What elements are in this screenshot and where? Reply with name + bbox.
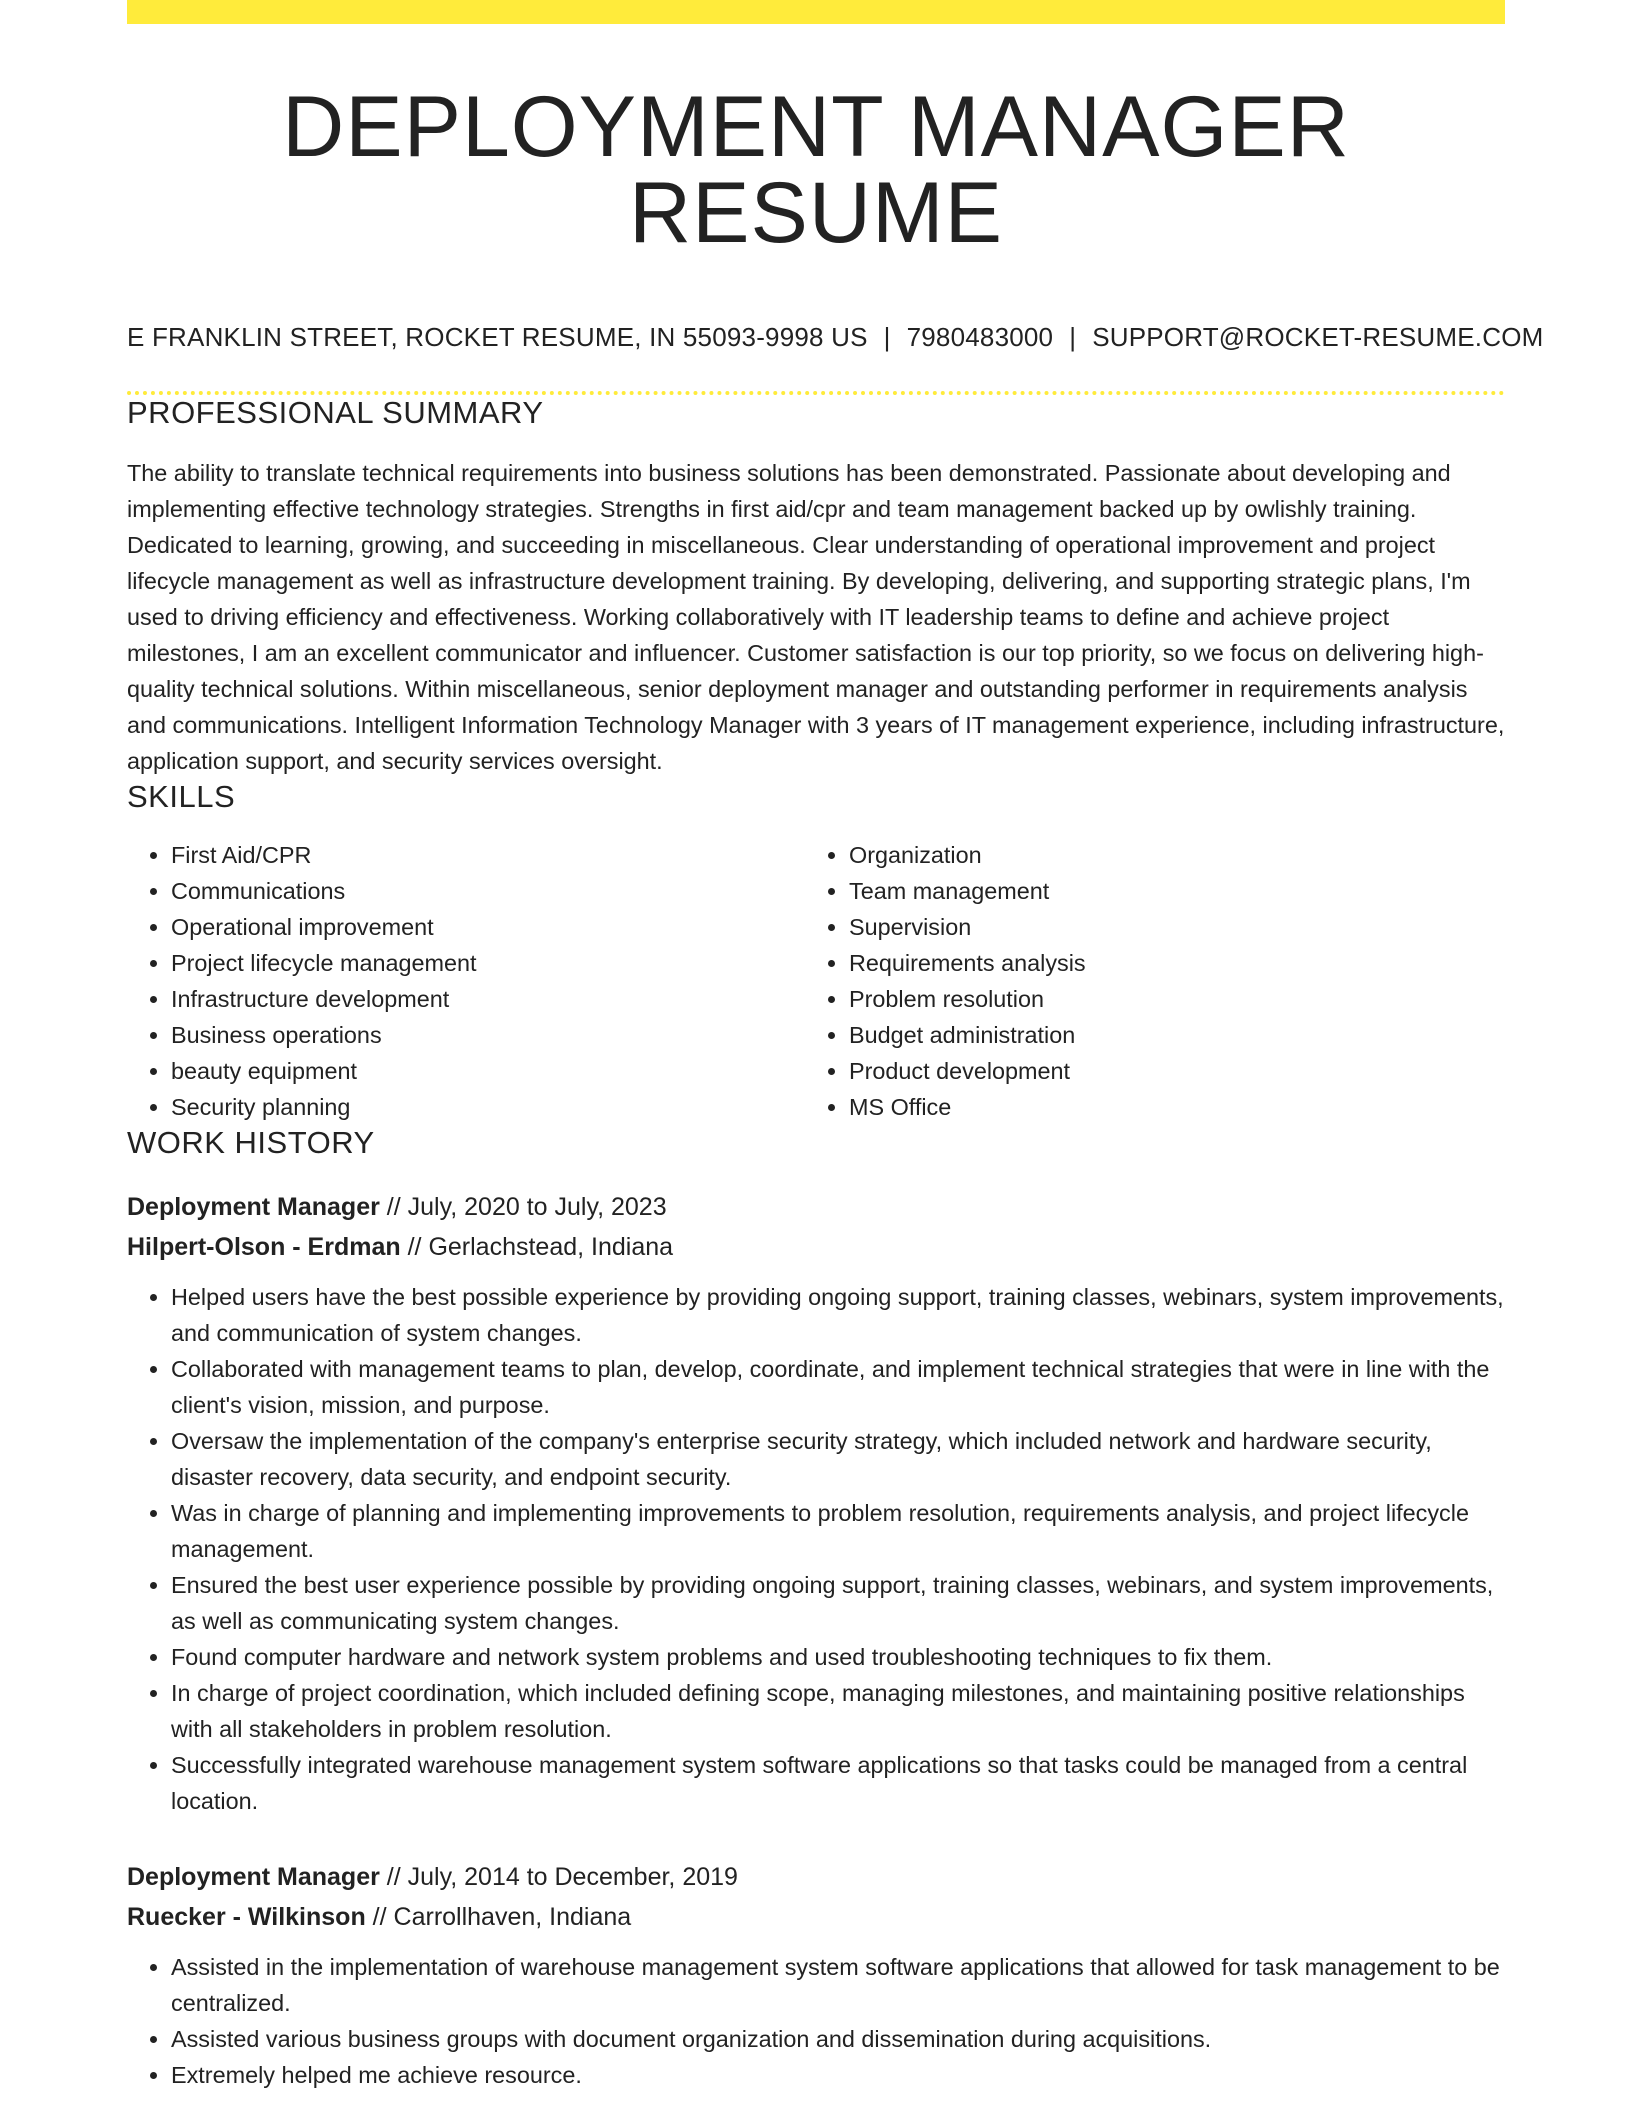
resume-title: DEPLOYMENT MANAGER RESUME <box>282 79 1350 261</box>
skill-item: • Communications <box>171 873 805 909</box>
job-location: Carrollhaven, Indiana <box>393 1903 632 1931</box>
job-bullets <box>127 1949 1505 2093</box>
job-company-line <box>127 1897 1505 1937</box>
job-separator: // <box>365 1903 394 1931</box>
skill-item: • Security planning <box>171 1089 805 1125</box>
skill-item: • Supervision <box>849 909 1483 945</box>
resume-page <box>127 0 1544 2093</box>
job-bullet: • Ensured the best user experience possible by providing ongoing support, training classes, webinars, and system improvements, as well as communicating system changes. <box>171 1567 1505 1639</box>
job-bullet: • Oversaw the implementation of the company's enterprise security strategy, which included network and hardware security, disaster recovery, data security, and endpoint security. <box>171 1423 1505 1495</box>
skills-list <box>127 837 1505 1125</box>
skill-item: • Requirements analysis <box>849 945 1483 981</box>
job-bullet: • In charge of project coordination, which included defining scope, managing milestones, and maintaining positive relationships with all stakeholders in problem resolution. <box>171 1675 1505 1747</box>
job-bullet: • Assisted various business groups with document organization and dissemination during acquisitions. <box>171 2021 1505 2057</box>
skill-item: • Infrastructure development <box>171 981 805 1017</box>
skill-item: • Budget administration <box>849 1017 1483 1053</box>
contact-address: E FRANKLIN STREET, ROCKET RESUME, IN 55093-9998 US <box>127 322 868 352</box>
skill-item: • Operational improvement <box>171 909 805 945</box>
skill-item: • MS Office <box>849 1089 1483 1125</box>
job-bullets <box>127 1279 1505 1819</box>
summary-text: The ability to translate technical requirements into business solutions has been demonstrated. Passionate about developing and implementing effective technology strategies. Strengths in first aid/cpr and team management backed up by owlishly training. Dedicated to learning, growing, and succeeding in miscellaneous. Clear understanding of operational improvement and project lifecycle management as well as infrastructure development training. By developing, delivering, and supporting strategic plans, I'm used to driving efficiency and effectiveness. Working collaboratively with IT leadership teams to define and achieve project milestones, I am an excellent communicator and influencer. Customer satisfaction is our top priority, so we focus on delivering high-quality technical solutions. Within miscellaneous, senior deployment manager and outstanding performer in requirements analysis and communications. Intelligent Information Technology Manager with 3 years of IT management experience, including infrastructure, application support, and security services oversight. <box>127 460 1505 774</box>
job-company: Ruecker - Wilkinson <box>127 1903 366 1931</box>
top-accent-bar <box>127 0 1505 24</box>
job-entry <box>127 1857 1505 2093</box>
job-company: Hilpert-Olson - Erdman <box>127 1233 401 1261</box>
job-separator: // <box>379 1193 408 1221</box>
job-bullet: • Successfully integrated warehouse management system software applications so that tasks could be managed from a central location. <box>171 1747 1505 1819</box>
contact-email[interactable]: SUPPORT@ROCKET-RESUME.COM <box>1092 322 1544 352</box>
job-bullet: • Helped users have the best possible experience by providing ongoing support, training classes, webinars, system improvements, and communication of system changes. <box>171 1279 1505 1351</box>
job-company-line <box>127 1227 1505 1267</box>
contact-separator: | <box>883 322 891 352</box>
skills-column-left <box>127 837 805 1125</box>
skill-item: • Problem resolution <box>849 981 1483 1017</box>
skills-heading: SKILLS <box>127 779 236 814</box>
job-dates: July, 2014 to December, 2019 <box>407 1863 738 1891</box>
skill-item: • beauty equipment <box>171 1053 805 1089</box>
skills-column-right <box>805 837 1483 1125</box>
job-bullet: • Assisted in the implementation of warehouse management system software applications that allowed for task management to be centralized. <box>171 1949 1505 2021</box>
job-separator: // <box>400 1233 429 1261</box>
contact-line <box>127 322 1544 353</box>
job-title-line <box>127 1187 1505 1227</box>
job-separator: // <box>379 1863 408 1891</box>
job-location: Gerlachstead, Indiana <box>428 1233 674 1261</box>
skill-item: • Business operations <box>171 1017 805 1053</box>
skill-item: • First Aid/CPR <box>171 837 805 873</box>
skill-item: • Team management <box>849 873 1483 909</box>
contact-phone[interactable]: 7980483000 <box>906 322 1054 352</box>
summary-heading: PROFESSIONAL SUMMARY <box>127 395 544 430</box>
job-entry <box>127 1187 1505 1819</box>
work-history-heading: WORK HISTORY <box>127 1125 375 1160</box>
job-bullet: • Found computer hardware and network system problems and used troubleshooting techniques to fix them. <box>171 1639 1505 1675</box>
job-position: Deployment Manager <box>127 1863 380 1891</box>
contact-separator: | <box>1069 322 1077 352</box>
job-dates: July, 2020 to July, 2023 <box>407 1193 667 1221</box>
job-bullet: • Extremely helped me achieve resource. <box>171 2057 1505 2093</box>
skill-item: • Organization <box>849 837 1483 873</box>
skill-item: • Product development <box>849 1053 1483 1089</box>
skill-item: • Project lifecycle management <box>171 945 805 981</box>
job-bullet: • Collaborated with management teams to plan, develop, coordinate, and implement technical strategies that were in line with the client's vision, mission, and purpose. <box>171 1351 1505 1423</box>
job-bullet: • Was in charge of planning and implementing improvements to problem resolution, requirements analysis, and project lifecycle management. <box>171 1495 1505 1567</box>
job-title-line <box>127 1857 1505 1897</box>
job-position: Deployment Manager <box>127 1193 380 1221</box>
